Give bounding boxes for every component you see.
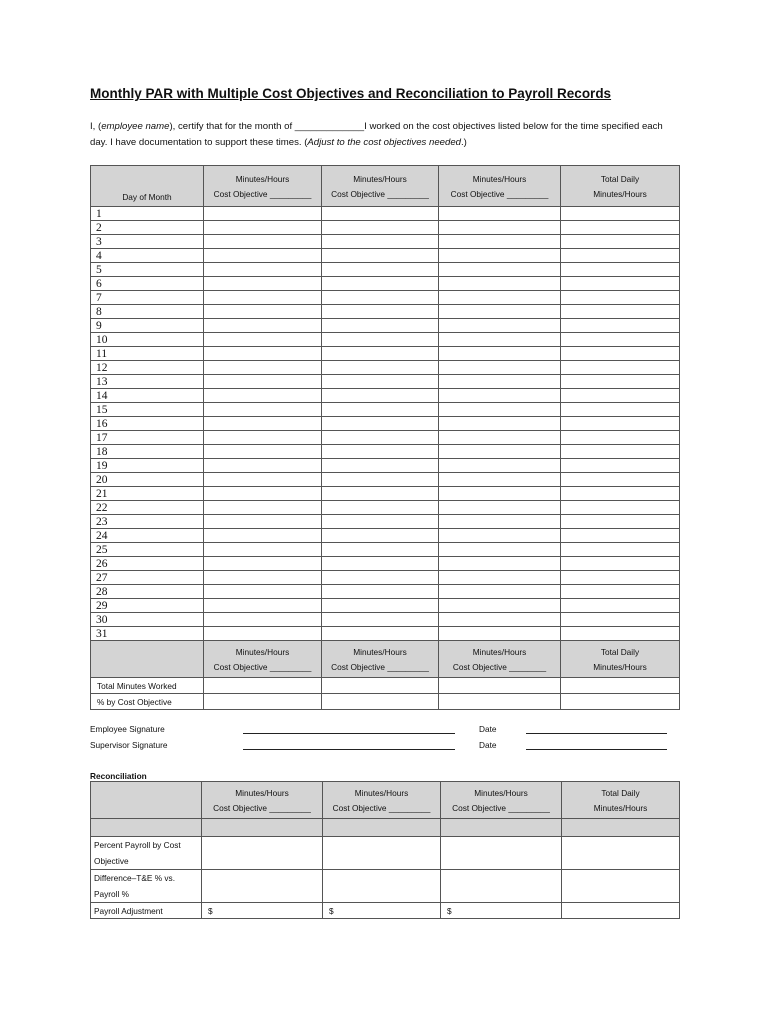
footer-blank-cell — [91, 641, 204, 678]
time-entry-cell[interactable] — [322, 585, 439, 599]
time-entry-cell[interactable] — [439, 543, 561, 557]
day-row — [91, 375, 680, 389]
day-row — [91, 459, 680, 473]
day-number: 19 — [91, 459, 204, 473]
day-number: 16 — [91, 417, 204, 431]
day-row — [91, 585, 680, 599]
day-number: 11 — [91, 347, 204, 361]
time-entry-cell[interactable] — [561, 249, 680, 263]
time-entry-cell[interactable] — [204, 473, 322, 487]
day-number: 30 — [91, 613, 204, 627]
time-entry-cell[interactable] — [204, 333, 322, 347]
time-entry-cell[interactable] — [439, 571, 561, 585]
time-entry-cell[interactable] — [322, 389, 439, 403]
supervisor-date-line[interactable] — [526, 749, 667, 750]
day-number: 29 — [91, 599, 204, 613]
time-entry-cell[interactable] — [561, 571, 680, 585]
difference-label: Difference–T&E % vs. Payroll % — [91, 870, 202, 903]
pct-cell[interactable] — [439, 694, 561, 710]
time-entry-cell[interactable] — [439, 305, 561, 319]
day-row — [91, 235, 680, 249]
day-number: 15 — [91, 403, 204, 417]
difference-cell[interactable] — [562, 870, 680, 903]
time-entry-cell[interactable] — [561, 263, 680, 277]
total-minutes-row — [91, 678, 680, 694]
time-entry-cell[interactable] — [561, 291, 680, 305]
day-number: 20 — [91, 473, 204, 487]
employee-date-line[interactable] — [526, 733, 667, 734]
time-entry-cell[interactable] — [439, 263, 561, 277]
day-number: 5 — [91, 263, 204, 277]
day-row — [91, 417, 680, 431]
time-entry-cell[interactable] — [322, 235, 439, 249]
time-entry-cell[interactable] — [204, 305, 322, 319]
cost-objective-header-1: Minutes/Hours Cost Objective _________ — [204, 166, 322, 207]
day-row — [91, 277, 680, 291]
day-row — [91, 473, 680, 487]
time-entry-cell[interactable] — [322, 613, 439, 627]
time-entry-cell[interactable] — [204, 389, 322, 403]
day-row — [91, 403, 680, 417]
time-entry-cell[interactable] — [439, 501, 561, 515]
time-entry-cell[interactable] — [561, 445, 680, 459]
time-entry-cell[interactable] — [439, 319, 561, 333]
time-entry-cell[interactable] — [561, 361, 680, 375]
cost-objective-header-3: Minutes/Hours Cost Objective _________ — [439, 166, 561, 207]
time-entry-cell[interactable] — [322, 417, 439, 431]
time-entry-cell[interactable] — [204, 235, 322, 249]
percent-payroll-cell[interactable] — [562, 837, 680, 870]
time-entry-cell[interactable] — [322, 501, 439, 515]
employee-signature-label: Employee Signature — [90, 724, 165, 734]
time-entry-cell[interactable] — [204, 431, 322, 445]
time-entry-cell[interactable] — [561, 221, 680, 235]
percent-payroll-cell[interactable] — [323, 837, 441, 870]
day-row — [91, 599, 680, 613]
time-entry-cell[interactable] — [204, 627, 322, 641]
time-table — [90, 165, 680, 710]
time-entry-cell[interactable] — [322, 403, 439, 417]
supervisor-signature-line[interactable] — [243, 749, 455, 750]
time-entry-cell[interactable] — [204, 613, 322, 627]
day-row — [91, 207, 680, 221]
time-entry-cell[interactable] — [561, 585, 680, 599]
time-entry-cell[interactable] — [561, 515, 680, 529]
time-entry-cell[interactable] — [561, 389, 680, 403]
time-entry-cell[interactable] — [204, 263, 322, 277]
time-entry-cell[interactable] — [439, 235, 561, 249]
reconciliation-header — [91, 782, 680, 819]
footer-cost-objective-3: Minutes/Hours Cost Objective ________ — [439, 641, 561, 678]
reconciliation-blank-header — [91, 782, 202, 819]
time-entry-cell[interactable] — [322, 249, 439, 263]
day-row — [91, 571, 680, 585]
time-entry-cell[interactable] — [322, 487, 439, 501]
time-entry-cell[interactable] — [439, 613, 561, 627]
day-row — [91, 445, 680, 459]
time-entry-cell[interactable] — [204, 501, 322, 515]
time-entry-cell[interactable] — [439, 361, 561, 375]
day-row — [91, 333, 680, 347]
certification-statement: I, (employee name), certify that for the month of _____________I worked on the cost objectives listed below for the time specified each day. I have documentation to support these times. (Adjust to the cost objectives needed.) — [90, 121, 663, 148]
time-entry-cell[interactable] — [204, 599, 322, 613]
time-entry-cell[interactable] — [322, 543, 439, 557]
payroll-adjustment-row — [91, 903, 680, 919]
day-row — [91, 389, 680, 403]
time-entry-cell[interactable] — [204, 571, 322, 585]
time-entry-cell[interactable] — [322, 571, 439, 585]
day-number: 26 — [91, 557, 204, 571]
footer-cost-objective-2: Minutes/Hours Cost Objective _________ — [322, 641, 439, 678]
footer-total-daily: Total Daily Minutes/Hours — [561, 641, 680, 678]
time-entry-cell[interactable] — [561, 599, 680, 613]
time-entry-cell[interactable] — [439, 529, 561, 543]
pct-cost-objective-row — [91, 694, 680, 710]
time-entry-cell[interactable] — [561, 347, 680, 361]
day-of-month-header: Day of Month — [91, 166, 204, 207]
percent-payroll-cell[interactable] — [202, 837, 323, 870]
time-entry-cell[interactable] — [561, 235, 680, 249]
day-number: 2 — [91, 221, 204, 235]
adjustment-cell[interactable]: $ — [441, 903, 562, 919]
time-entry-cell[interactable] — [322, 319, 439, 333]
time-entry-cell[interactable] — [322, 277, 439, 291]
time-entry-cell[interactable] — [561, 305, 680, 319]
difference-cell[interactable] — [441, 870, 562, 903]
day-number: 1 — [91, 207, 204, 221]
time-entry-cell[interactable] — [322, 291, 439, 305]
time-entry-cell[interactable] — [204, 277, 322, 291]
time-entry-cell[interactable] — [439, 515, 561, 529]
day-row — [91, 613, 680, 627]
time-entry-cell[interactable] — [322, 305, 439, 319]
time-entry-cell[interactable] — [439, 249, 561, 263]
recon-cost-objective-1: Minutes/Hours Cost Objective _________ — [202, 782, 323, 819]
day-number: 28 — [91, 585, 204, 599]
time-entry-cell[interactable] — [561, 431, 680, 445]
time-entry-cell[interactable] — [204, 291, 322, 305]
time-entry-cell[interactable] — [439, 389, 561, 403]
time-entry-cell[interactable] — [439, 291, 561, 305]
time-entry-cell[interactable] — [439, 403, 561, 417]
time-entry-cell[interactable] — [204, 361, 322, 375]
day-number: 24 — [91, 529, 204, 543]
day-number: 3 — [91, 235, 204, 249]
adjustment-cell[interactable] — [562, 903, 680, 919]
day-number: 31 — [91, 627, 204, 641]
adjustment-cell[interactable]: $ — [323, 903, 441, 919]
time-entry-cell[interactable] — [322, 459, 439, 473]
total-minutes-label: Total Minutes Worked — [91, 678, 204, 694]
day-row — [91, 319, 680, 333]
day-number: 4 — [91, 249, 204, 263]
time-entry-cell[interactable] — [322, 375, 439, 389]
time-entry-cell[interactable] — [561, 417, 680, 431]
time-entry-cell[interactable] — [561, 473, 680, 487]
pct-cell[interactable] — [322, 694, 439, 710]
employee-date-label: Date — [479, 724, 497, 734]
day-number: 7 — [91, 291, 204, 305]
time-entry-cell[interactable] — [561, 501, 680, 515]
time-entry-cell[interactable] — [439, 557, 561, 571]
time-entry-cell[interactable] — [322, 207, 439, 221]
time-table-footer-header — [91, 641, 680, 678]
total-minutes-cell[interactable] — [204, 678, 322, 694]
day-row — [91, 361, 680, 375]
pct-cost-objective-label: % by Cost Objective — [91, 694, 204, 710]
time-entry-cell[interactable] — [439, 473, 561, 487]
day-row — [91, 557, 680, 571]
total-minutes-cell[interactable] — [322, 678, 439, 694]
time-entry-cell[interactable] — [204, 249, 322, 263]
day-row — [91, 249, 680, 263]
adjustment-cell[interactable]: $ — [202, 903, 323, 919]
time-entry-cell[interactable] — [204, 319, 322, 333]
day-row — [91, 305, 680, 319]
time-entry-cell[interactable] — [322, 627, 439, 641]
time-table-header — [91, 166, 680, 207]
time-entry-cell[interactable] — [561, 487, 680, 501]
time-entry-cell[interactable] — [322, 431, 439, 445]
day-row — [91, 291, 680, 305]
pct-cell[interactable] — [204, 694, 322, 710]
day-number: 25 — [91, 543, 204, 557]
time-entry-cell[interactable] — [204, 403, 322, 417]
time-entry-cell[interactable] — [561, 459, 680, 473]
time-entry-cell[interactable] — [561, 613, 680, 627]
percent-payroll-cell[interactable] — [441, 837, 562, 870]
day-row — [91, 501, 680, 515]
day-row — [91, 515, 680, 529]
page-title: Monthly PAR with Multiple Cost Objectives and Reconciliation to Payroll Records — [90, 86, 612, 101]
time-entry-cell[interactable] — [204, 417, 322, 431]
time-entry-cell[interactable] — [561, 403, 680, 417]
day-number: 14 — [91, 389, 204, 403]
time-entry-cell[interactable] — [561, 319, 680, 333]
time-entry-cell[interactable] — [561, 543, 680, 557]
recon-total-daily: Total Daily Minutes/Hours — [562, 782, 680, 819]
day-row — [91, 627, 680, 641]
time-entry-cell[interactable] — [322, 473, 439, 487]
time-entry-cell[interactable] — [204, 557, 322, 571]
recon-cost-objective-3: Minutes/Hours Cost Objective _________ — [441, 782, 562, 819]
reconciliation-shaded-row — [91, 819, 680, 837]
time-entry-cell[interactable] — [439, 431, 561, 445]
time-entry-cell[interactable] — [439, 487, 561, 501]
supervisor-date-label: Date — [479, 740, 497, 750]
time-entry-cell[interactable] — [322, 347, 439, 361]
time-entry-cell[interactable] — [439, 417, 561, 431]
day-row — [91, 543, 680, 557]
day-number: 6 — [91, 277, 204, 291]
day-number: 27 — [91, 571, 204, 585]
time-entry-cell[interactable] — [322, 515, 439, 529]
day-number: 12 — [91, 361, 204, 375]
pct-cell[interactable] — [561, 694, 680, 710]
day-row — [91, 347, 680, 361]
time-entry-cell[interactable] — [322, 529, 439, 543]
supervisor-signature-label: Supervisor Signature — [90, 740, 168, 750]
payroll-adjustment-label: Payroll Adjustment — [91, 903, 202, 919]
time-entry-cell[interactable] — [439, 277, 561, 291]
time-entry-cell[interactable] — [561, 557, 680, 571]
difference-row — [91, 870, 680, 903]
total-minutes-cell[interactable] — [439, 678, 561, 694]
time-entry-cell[interactable] — [322, 361, 439, 375]
time-entry-cell[interactable] — [322, 445, 439, 459]
time-entry-cell[interactable] — [204, 515, 322, 529]
day-number: 13 — [91, 375, 204, 389]
time-entry-cell[interactable] — [561, 375, 680, 389]
time-entry-cell[interactable] — [439, 627, 561, 641]
time-entry-cell[interactable] — [204, 459, 322, 473]
time-entry-cell[interactable] — [322, 221, 439, 235]
footer-cost-objective-1: Minutes/Hours Cost Objective _________ — [204, 641, 322, 678]
day-number: 17 — [91, 431, 204, 445]
time-entry-cell[interactable] — [439, 585, 561, 599]
difference-cell[interactable] — [202, 870, 323, 903]
day-row — [91, 431, 680, 445]
time-entry-cell[interactable] — [561, 529, 680, 543]
day-number: 22 — [91, 501, 204, 515]
time-entry-cell[interactable] — [204, 347, 322, 361]
day-number: 8 — [91, 305, 204, 319]
time-entry-cell[interactable] — [561, 627, 680, 641]
day-row — [91, 221, 680, 235]
day-row — [91, 487, 680, 501]
day-number: 21 — [91, 487, 204, 501]
time-entry-cell[interactable] — [204, 543, 322, 557]
percent-payroll-row — [91, 837, 680, 870]
time-entry-cell[interactable] — [322, 333, 439, 347]
time-entry-cell[interactable] — [561, 277, 680, 291]
time-entry-cell[interactable] — [204, 529, 322, 543]
day-number: 9 — [91, 319, 204, 333]
time-entry-cell[interactable] — [439, 599, 561, 613]
cost-objective-header-2: Minutes/Hours Cost Objective _________ — [322, 166, 439, 207]
time-entry-cell[interactable] — [204, 445, 322, 459]
difference-cell[interactable] — [323, 870, 441, 903]
time-entry-cell[interactable] — [204, 585, 322, 599]
day-number: 23 — [91, 515, 204, 529]
time-entry-cell[interactable] — [322, 263, 439, 277]
time-entry-cell[interactable] — [439, 459, 561, 473]
time-entry-cell[interactable] — [204, 221, 322, 235]
total-minutes-cell[interactable] — [561, 678, 680, 694]
time-entry-cell[interactable] — [561, 333, 680, 347]
time-entry-cell[interactable] — [439, 445, 561, 459]
time-entry-cell[interactable] — [322, 557, 439, 571]
percent-payroll-label: Percent Payroll by Cost Objective — [91, 837, 202, 870]
total-daily-header: Total Daily Minutes/Hours — [561, 166, 680, 207]
time-entry-cell[interactable] — [439, 207, 561, 221]
recon-cost-objective-2: Minutes/Hours Cost Objective _________ — [323, 782, 441, 819]
time-entry-cell[interactable] — [439, 221, 561, 235]
time-entry-cell[interactable] — [204, 375, 322, 389]
time-entry-cell[interactable] — [561, 207, 680, 221]
time-entry-cell[interactable] — [439, 347, 561, 361]
day-row — [91, 529, 680, 543]
reconciliation-table — [90, 781, 680, 919]
time-entry-cell[interactable] — [322, 599, 439, 613]
time-entry-cell[interactable] — [204, 207, 322, 221]
time-entry-cell[interactable] — [204, 487, 322, 501]
day-number: 18 — [91, 445, 204, 459]
day-row — [91, 263, 680, 277]
time-entry-cell[interactable] — [439, 333, 561, 347]
reconciliation-title: Reconciliation — [90, 771, 147, 781]
employee-signature-line[interactable] — [243, 733, 455, 734]
day-number: 10 — [91, 333, 204, 347]
time-entry-cell[interactable] — [439, 375, 561, 389]
